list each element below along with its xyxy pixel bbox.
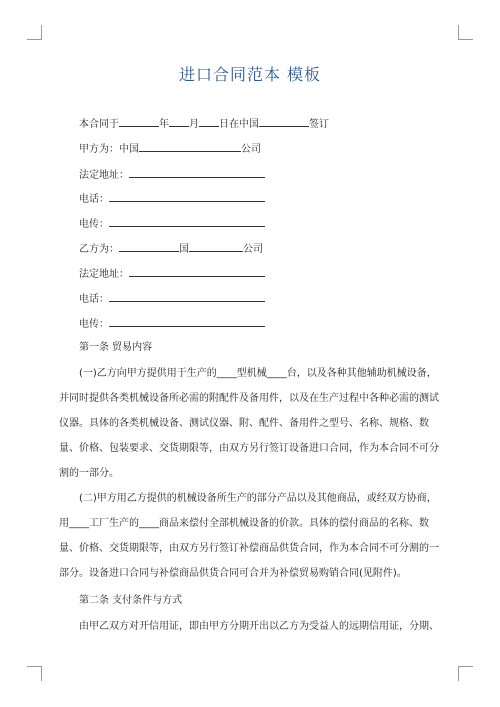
- sign-prefix: 本合同于: [79, 119, 119, 130]
- phone-a-label: 电话：: [79, 194, 109, 205]
- crop-mark-bottom-right: [458, 666, 473, 681]
- address-b-line: [79, 266, 265, 282]
- crop-mark-top-left: [27, 25, 42, 40]
- party-a-label: 甲方为：中国: [79, 144, 139, 155]
- article2-heading: 第二条 支付条件与方式: [79, 595, 183, 606]
- address-a-label: 法定地址：: [79, 170, 129, 181]
- party-b-label: 乙方为：: [79, 244, 119, 255]
- address-a-line: [79, 167, 265, 183]
- phone-a-line: [79, 191, 265, 207]
- article1-heading: 第一条 贸易内容: [79, 342, 153, 353]
- blank-address-a[interactable]: [129, 167, 265, 178]
- blank-party-a[interactable]: [139, 141, 241, 152]
- year-label: 年: [159, 119, 169, 130]
- blank-party-b-company[interactable]: [189, 241, 243, 252]
- party-b-line: [79, 241, 263, 257]
- blank-month[interactable]: [169, 116, 189, 127]
- country-label: 国: [179, 244, 189, 255]
- blank-fax-b[interactable]: [109, 316, 265, 327]
- crop-mark-top-right: [458, 25, 473, 40]
- blank-year[interactable]: [119, 116, 159, 127]
- signing-line: [79, 116, 329, 132]
- address-b-label: 法定地址：: [79, 269, 129, 280]
- blank-phone-b[interactable]: [109, 291, 265, 302]
- article1-paragraph-1: (一)乙方向甲方提供用于生产的____型机械____台，以及各种其他辅助机械设备，并同时提供各类机械设备所必需的附配件及备用件，以及在生产过程中各种必需的测试仪器。具体的各类机械设备、测试仪器、附、配件、备用件之型号、名称、规格、数量、价格、包装要求、交货期限等，由双方另行签订设备进口合同，作为本合同不可分割的一部分。: [59, 368, 439, 479]
- blank-party-b-country[interactable]: [119, 241, 179, 252]
- article2-paragraph-1: 由甲乙双方对开信用证，即由甲方分期开出以乙方为受益人的远期信用证，分期、: [79, 621, 439, 632]
- party-b-suffix: 公司: [243, 244, 263, 255]
- article1-paragraph-2: (二)甲方用乙方提供的机械设备所生产的部分产品以及其他商品，或经双方协商，用____工厂生产的____商品来偿付全部机械设备的价款。具体的偿付商品的名称、数量、价格、交货期限等，由双方另行签订补偿商品供货合同，作为本合同不可分割的一部分。设备进口合同与补偿商品供货合同可合并为补偿贸易购销合同(见附件)。: [59, 493, 439, 579]
- fax-a-line: [79, 216, 265, 232]
- phone-b-line: [79, 291, 265, 307]
- blank-fax-a[interactable]: [109, 216, 265, 227]
- day-place-label: 日在中国: [219, 119, 259, 130]
- phone-b-label: 电话：: [79, 294, 109, 305]
- blank-phone-a[interactable]: [109, 191, 265, 202]
- party-a-suffix: 公司: [241, 144, 261, 155]
- blank-day[interactable]: [199, 116, 219, 127]
- signed-label: 签订: [309, 119, 329, 130]
- fax-b-label: 电传：: [79, 319, 109, 330]
- blank-place[interactable]: [259, 116, 309, 127]
- fax-a-label: 电传：: [79, 219, 109, 230]
- blank-address-b[interactable]: [129, 266, 265, 277]
- crop-mark-bottom-left: [27, 666, 42, 681]
- month-label: 月: [189, 119, 199, 130]
- fax-b-line: [79, 316, 265, 332]
- document-title: 进口合同范本 模板: [178, 65, 322, 84]
- party-a-line: [79, 141, 261, 157]
